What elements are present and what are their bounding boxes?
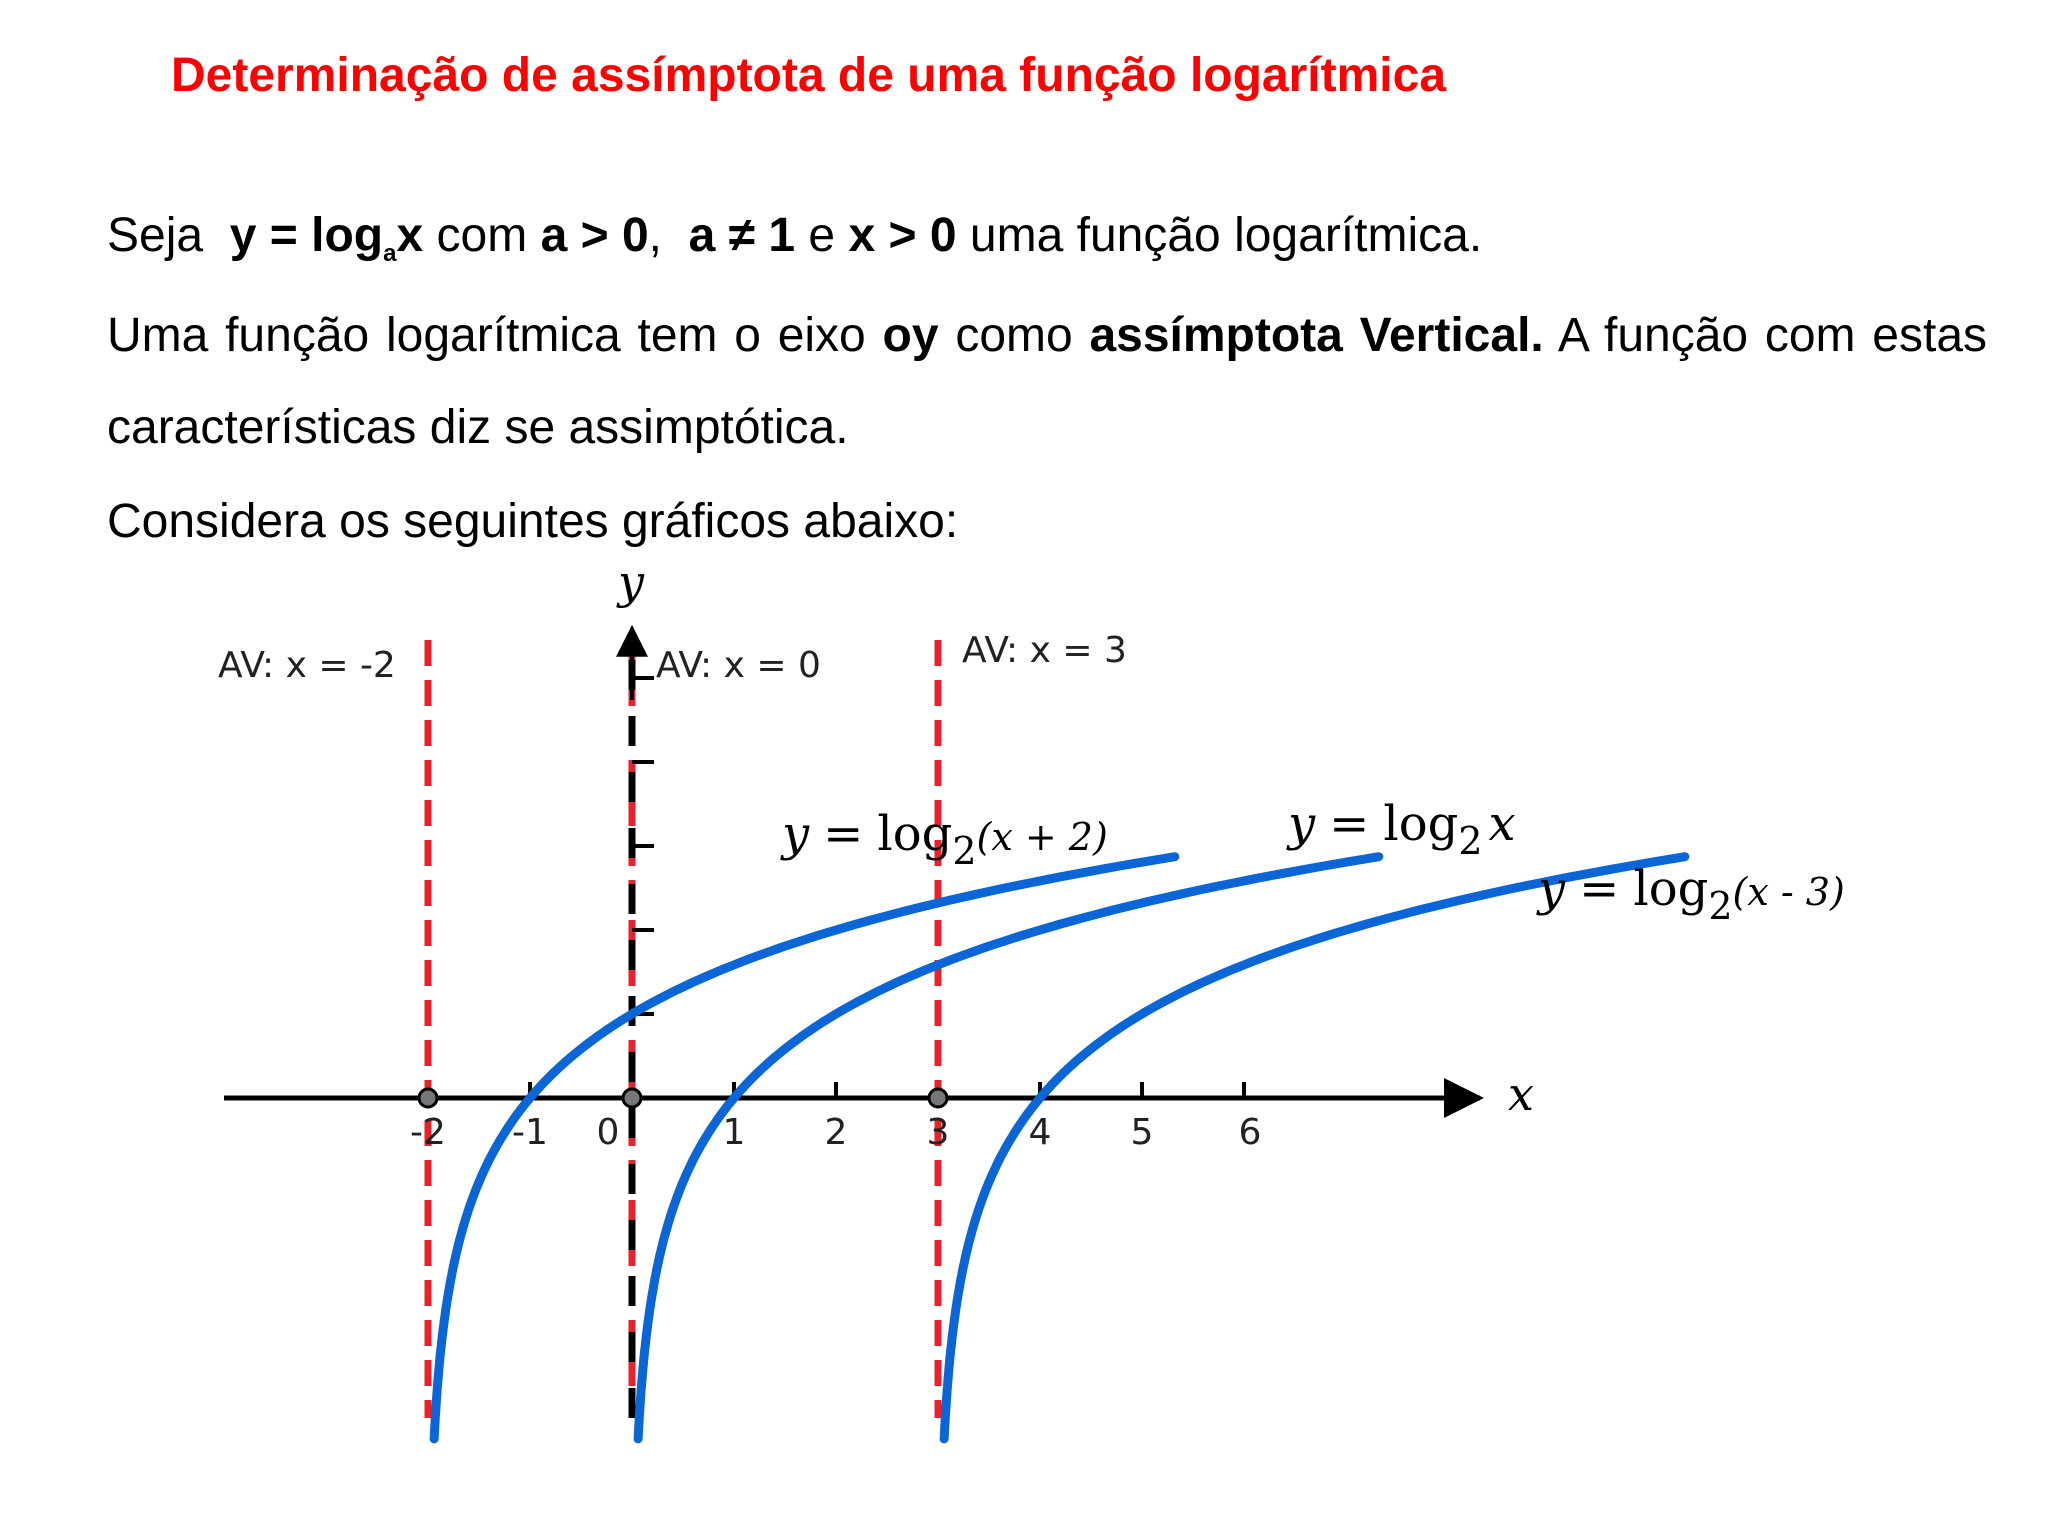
text-part1: Uma função logarítmica tem o eixo <box>107 309 866 362</box>
asymptote-label-0: AV: x = 0 <box>656 645 821 686</box>
curves <box>434 857 1685 1439</box>
graphs-intro: Considera os seguintes gráficos abaixo: <box>107 495 959 548</box>
asymptote-point <box>929 1089 947 1107</box>
condition-a-not-one: a ≠ 1 <box>688 209 796 262</box>
x-tick-label: 5 <box>1130 1112 1154 1153</box>
asymptote-point <box>419 1089 437 1107</box>
text-part2: A função com estas características diz se assimptótica. <box>107 309 1988 454</box>
x-tick-label: 2 <box>824 1112 848 1153</box>
condition-x-positive: x > 0 <box>848 209 957 262</box>
asymptote-point <box>623 1089 641 1107</box>
y-axis-label: y <box>618 555 644 609</box>
text-oy: oy <box>882 309 939 362</box>
text-com: com <box>436 209 528 262</box>
x-tick-label: -1 <box>512 1112 548 1153</box>
text-como: como <box>955 309 1073 362</box>
text-e: e <box>808 209 836 262</box>
curve-label-log2-x-minus-3: $y = \log_2^{(x - 3)}$ <box>1538 861 1845 928</box>
curve-label-log2-x-plus-2: $y = \log_2^{(x + 2)}$ <box>782 806 1108 873</box>
text-assimptota-vertical: assímptota Vertical. <box>1089 309 1544 362</box>
page-title: Determinação de assímptota de uma função logarítmica <box>171 49 1447 102</box>
asymptote-label-3: AV: x = 3 <box>962 630 1127 671</box>
function-log: y = log <box>229 209 384 262</box>
x-tick-label: -2 <box>410 1112 446 1153</box>
x-axis <box>224 1082 1480 1153</box>
text-seja: Seja <box>107 209 204 262</box>
text-rest: uma função logarítmica. <box>969 209 1483 262</box>
log-curve-3 <box>944 857 1685 1439</box>
asymptotes <box>428 640 938 1418</box>
x-tick-label: 0 <box>596 1112 620 1153</box>
condition-a-positive: a > 0 <box>540 209 649 262</box>
function-var: x <box>396 209 424 262</box>
asymptote-label-minus-2: AV: x = -2 <box>218 645 396 686</box>
x-axis-label: x <box>1508 1067 1534 1121</box>
x-tick-label: 3 <box>926 1112 950 1153</box>
x-tick-label: 1 <box>722 1112 746 1153</box>
x-tick-label: 6 <box>1238 1112 1262 1153</box>
curve-label-log2-x: $y = \log_2 x$ <box>1288 796 1516 863</box>
x-tick-label: 4 <box>1028 1112 1052 1153</box>
function-base: a <box>383 240 397 267</box>
text-comma: , <box>648 209 662 262</box>
